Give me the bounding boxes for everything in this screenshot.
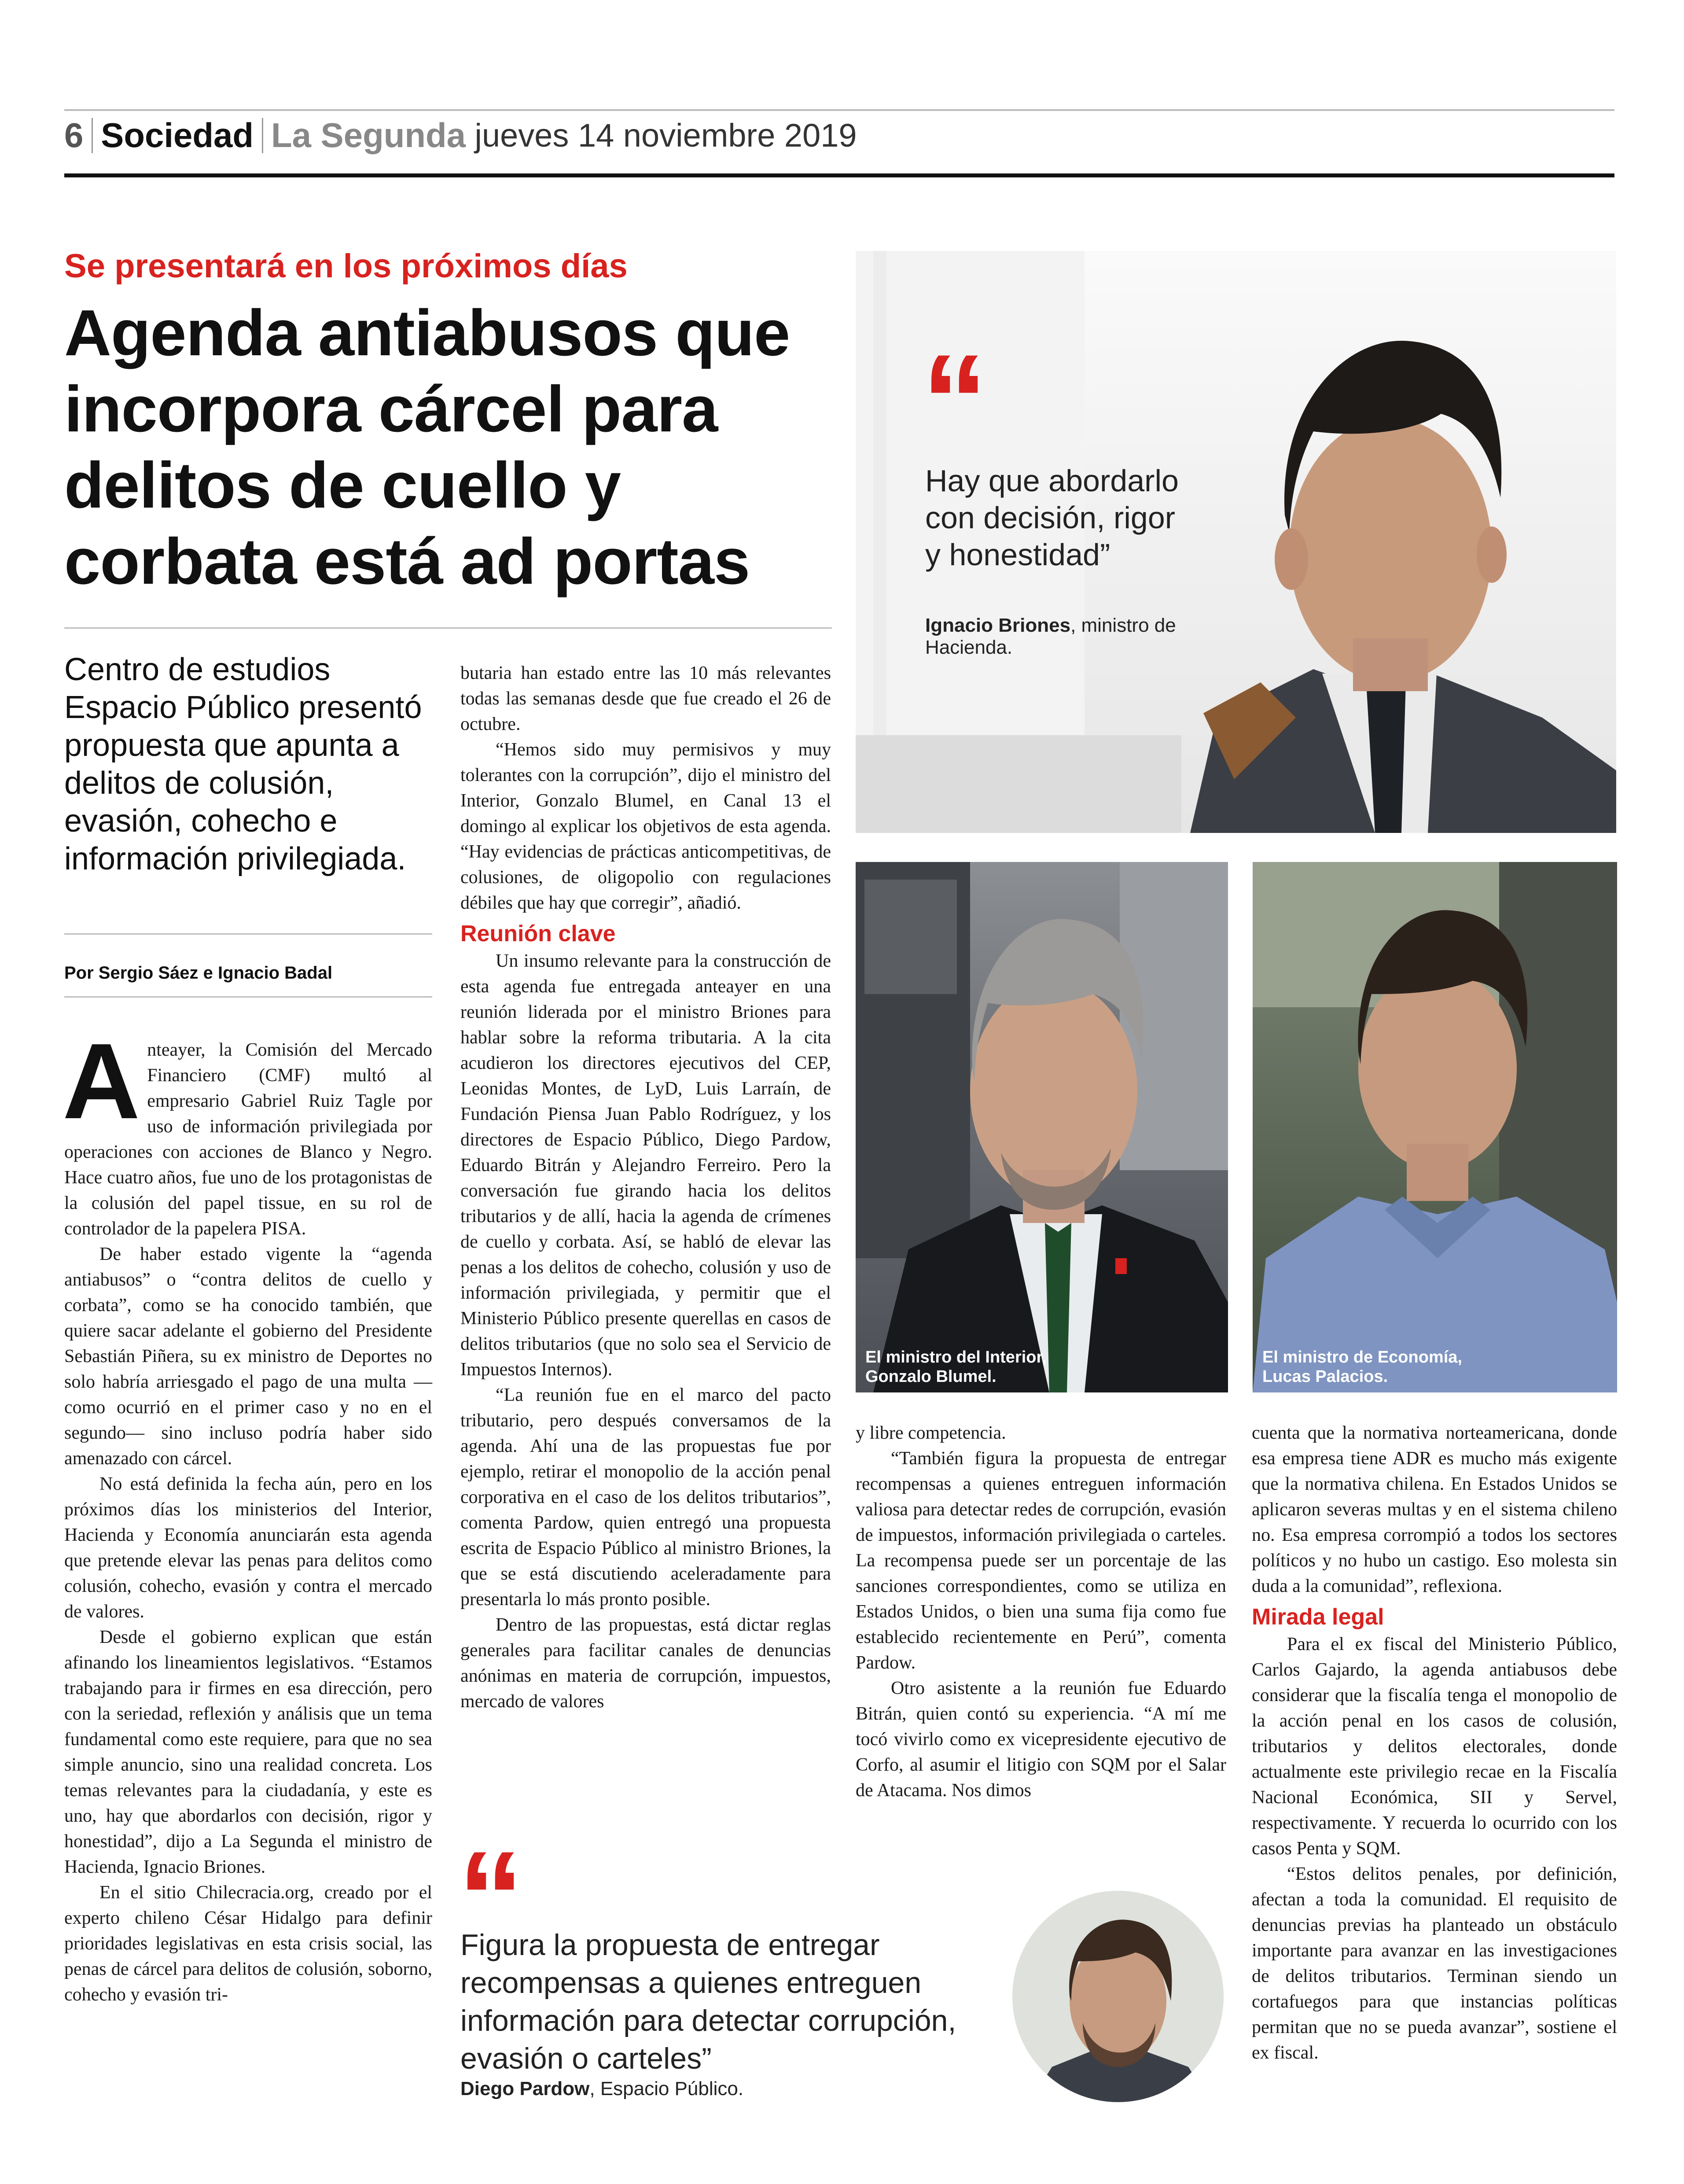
- quote-speaker-top: Ignacio Briones: [925, 615, 1071, 636]
- col4-paragraph-3: “Estos delitos penales, por definición, afectan a toda la comunidad. El requisito de denuncias previas ha planteado un obstáculo importante para avanzar en las investigaciones de delitos tributarios. Terminan siendo un cortafuegos para que instancias políticas permitan que no se pueda avanzar”, sostiene el ex fiscal.: [1252, 1864, 1617, 2063]
- blumel-illustration: [856, 862, 1228, 1392]
- quote-text-bottom: Figura la propuesta de entregar recompensas a quienes entreguen información para detectar corrupción, evasión o carteles”: [460, 1928, 956, 2075]
- blumel-caption-line-1: El ministro del Interior,: [865, 1348, 1047, 1366]
- col2-paragraph-1: butaria han estado entre las 10 más relevantes todas las semanas desde que fue creado el 26 de octubre.: [460, 663, 831, 734]
- subhead-mirada-legal: Mirada legal: [1252, 1604, 1384, 1630]
- deck-rule: [64, 933, 432, 935]
- quote-role-bottom: , Espacio Público.: [589, 2078, 744, 2099]
- col2-paragraph-3: Un insumo relevante para la construcción de esta agenda fue entregada anteayer en una reunión liderada por el ministro Briones para hablar sobre la reforma tributaria. A la cita acudieron los directores ejecutivos del CEP, Leonidas Montes, de LyD, Luis Larraín, de Fundación Piensa Juan Pablo Rodríguez, y los directores de Espacio Público, Diego Pardow, Eduardo Bitrán y Alejandro Ferreiro. Pero la conversación fue girando hacia los delitos tributarios y de allí, hacia la agenda de crímenes de cuello y corbata. Así, se habló de elevar las penas a los delitos de cohecho, colusión y uso de información privilegiada, y permitir que el Ministerio Público presente querellas en casos de delitos tributarios (que no solo sea el Servicio de Impuestos Internos).: [460, 951, 831, 1380]
- byline-rule: [64, 996, 432, 998]
- col1-paragraph-5: En el sitio Chilecracia.org, creado por el experto chileno César Hidalgo para definir prioridades legislativas en esta crisis social, las penas de cárcel para delitos de colusión, soborno, cohecho y evasión tri-: [64, 1882, 432, 2005]
- header-rule: [64, 173, 1614, 177]
- col2-paragraph-4: “La reunión fue en el marco del pacto tributario, pero después conversamos de la agenda. Ahí una de las propuestas fue por ejemplo, retirar el monopolio de la acción penal corporativa en el caso de los delitos tributarios”, comenta Pardow, quien entregó una propuesta escrita de Espacio Público al ministro Briones, la que se está discutiendo aceleradamente para presentarla lo más pronto posible.: [460, 1385, 831, 1609]
- quote-mark-bottom: “: [458, 1823, 524, 1971]
- section-name: Sociedad: [101, 116, 254, 155]
- col3-paragraph-3: Otro asistente a la reunión fue Eduardo Bitrán, quien contó su experiencia. “A mí me tocó vivirlo como ex vicepresidente ejecutivo de Corfo, al asumir el litigio con SQM por el Salar de Atacama. Nos dimos: [856, 1678, 1226, 1801]
- publication-name: La Segunda: [271, 116, 466, 155]
- palacios-caption: [1262, 1348, 1462, 1386]
- quote-speaker-bottom: Diego Pardow: [460, 2078, 590, 2099]
- quote-attribution-top: [925, 615, 1207, 659]
- page-header: [64, 115, 1614, 168]
- pardow-avatar: [1012, 1891, 1224, 2102]
- page-number: 6: [64, 116, 84, 155]
- blumel-caption: [865, 1348, 1047, 1386]
- headline: Agenda antiabusos que incorpora cárcel para delitos de cuello y corbata está ad portas: [64, 297, 790, 598]
- col1-paragraph-3: No está definida la fecha aún, pero en los próximos días los ministerios del Interior, Hacienda y Economía anunciarán esta agenda que pretende elevar las penas para delitos como colusión, cohecho, evasión y contra el mercado de valores.: [64, 1474, 432, 1622]
- subhead-reunion-clave: Reunión clave: [460, 921, 616, 947]
- col4-paragraph-2: Para el ex fiscal del Ministerio Público, Carlos Gajardo, la agenda antiabusos debe considerar que la fiscalía tenga el monopolio de la acción penal en los casos de colusión, tributarios y delitos electorales, donde actualmente este privilegio recae en la Fiscalía Nacional Económica, SII y Servel, respectivamente. Y recuerda lo ocurrido con los casos Penta y SQM.: [1252, 1634, 1617, 1859]
- header-divider-2: [262, 118, 263, 153]
- quote-role-top: , ministro de Hacienda.: [925, 615, 1176, 658]
- byline: Por Sergio Sáez e Ignacio Badal: [64, 963, 333, 983]
- deck: Centro de estudios Espacio Público presentó propuesta que apunta a delitos de colusión, evasión, cohecho e información privilegiada.: [64, 652, 422, 877]
- briones-photo: [856, 251, 1616, 833]
- column-2: [460, 660, 831, 1714]
- kicker: Se presentará en los próximos días: [64, 247, 628, 285]
- palacios-caption-line-2: Lucas Palacios.: [1262, 1367, 1388, 1386]
- blumel-caption-line-2: Gonzalo Blumel.: [865, 1367, 996, 1386]
- blumel-photo: [856, 862, 1228, 1392]
- top-rule: [64, 109, 1614, 111]
- col1-paragraph-4: Desde el gobierno explican que están afinando los lineamientos legislativos. “Estamos trabajando para ir firmes en esa dirección, pero con la seriedad, reflexión y análisis que un tema fundamental como este requiere, para que no sea simple anuncio, sino una realidad concreta. Los temas relevantes para la ciudadanía, y este es uno, hay que abordarlos con decisión, rigor y honestidad”, dijo a La Segunda el ministro de Hacienda, Ignacio Briones.: [64, 1627, 432, 1877]
- quote-attribution-bottom: [460, 2078, 1006, 2100]
- col3-paragraph-2: “También figura la propuesta de entregar recompensas a quienes entreguen información valiosa para detectar redes de corrupción, evasión de impuestos, información privilegiada o carteles. La recompensa puede ser un porcentaje de las sanciones correspondientes, como se utiliza en Estados Unidos, o bien una suma fija como fue establecido recientemente en Perú”, comenta Pardow.: [856, 1448, 1226, 1673]
- col4-paragraph-1: cuenta que la normativa norteamericana, donde esa empresa tiene ADR es mucho más exigente que la normativa chilena. En Estados Unidos se aplicaron severas multas y en el sistema chileno no. Esa empresa corrompió a todos los sectores políticos y no hubo un castigo. Eso molesta sin duda a la comunidad”, reflexiona.: [1252, 1423, 1617, 1596]
- col1-paragraph-2: De haber estado vigente la “agenda antiabusos” o “contra delitos de cuello y corbata”, como se ha conocido también, que quiere sacar adelante el gobierno del Presidente Sebastián Piñera, su ex ministro de Deportes no solo habría arriesgado el pago de una multa —como ocurrió en el primer caso y no en el segundo— sino incluso podría haber sido amenazado con cárcel.: [64, 1244, 432, 1469]
- quote-text-top: Hay que abordarlo con decisión, rigor y honestidad”: [925, 464, 1179, 572]
- palacios-caption-line-1: El ministro de Economía,: [1262, 1348, 1462, 1366]
- column-1: [63, 1021, 432, 2007]
- col3-paragraph-1: y libre competencia.: [856, 1423, 1006, 1443]
- header-divider: [92, 118, 93, 153]
- col1-paragraph-1: nteayer, la Comisión del Mercado Financiero (CMF) multó al empresario Gabriel Ruiz Tagle por uso de información privilegiada por operaciones con acciones de Blanco y Negro. Hace cuatro años, fue uno de los protagonistas de la colusión del papel tissue, en su rol de controlador de la papelera PISA.: [64, 1040, 432, 1239]
- drop-cap: A: [63, 1021, 140, 1141]
- palacios-photo: [1253, 862, 1617, 1392]
- column-4: [1252, 1420, 1617, 2066]
- col2-paragraph-5: Dentro de las propuestas, está dictar reglas generales para facilitar canales de denuncias anónimas en materia de corrupción, impuestos, mercado de valores: [460, 1615, 831, 1712]
- pardow-illustration: [1012, 1891, 1224, 2102]
- palacios-illustration: [1253, 862, 1617, 1392]
- col2-paragraph-2: “Hemos sido muy permisivos y muy tolerantes con la corrupción”, dijo el ministro del Interior, Gonzalo Blumel, en Canal 13 el domingo al explicar los objetivos de esta agenda. “Hay evidencias de prácticas anticompetitivas, de colusiones, de oligopolio con regulaciones débiles que hay que corregir”, añadió.: [460, 740, 831, 913]
- quote-mark-top: “: [922, 327, 988, 475]
- headline-rule: [64, 627, 832, 629]
- column-3: [856, 1420, 1226, 1803]
- issue-date: jueves 14 noviembre 2019: [474, 117, 857, 154]
